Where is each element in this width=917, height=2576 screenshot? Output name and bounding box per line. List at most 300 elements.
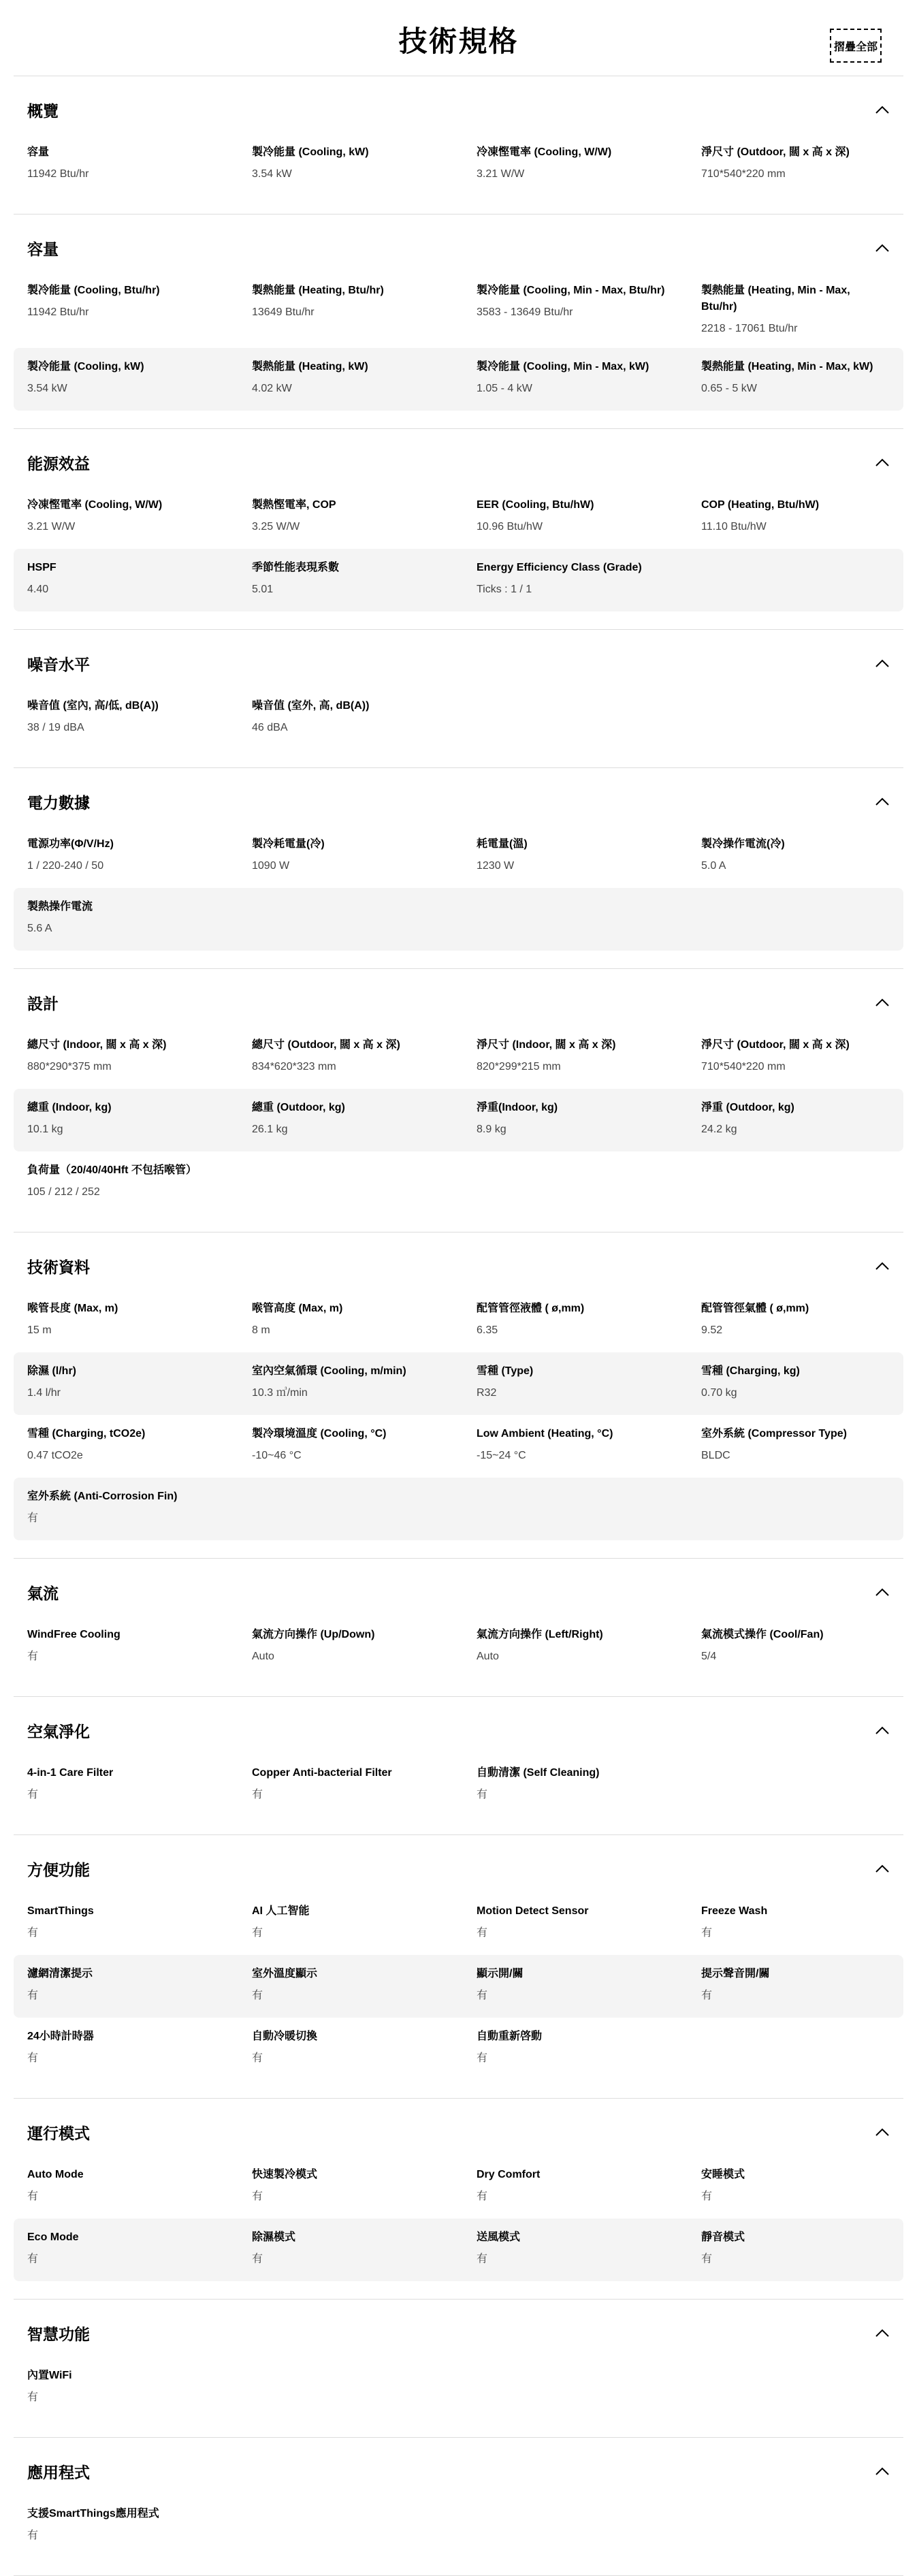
spec-sections <box>0 76 917 2576</box>
section-header[interactable] <box>14 1697 903 1754</box>
spec-value: 有 <box>701 2191 713 2202</box>
spec-value: 710*540*220 mm <box>701 168 786 180</box>
spec-label: 總重 (Outdoor, kg) <box>252 1102 345 1113</box>
spec-value: 8 m <box>252 1324 270 1336</box>
spec-item <box>701 2167 890 2208</box>
spec-label: 24小時計時器 <box>27 2031 94 2042</box>
spec-row <box>14 687 903 750</box>
spec-item <box>27 1100 252 1141</box>
spec-label: WindFree Cooling <box>27 1629 120 1640</box>
spec-value: 8.9 kg <box>477 1124 506 1135</box>
spec-value: 有 <box>477 2052 488 2064</box>
spec-label: 4-in-1 Care Filter <box>27 1767 114 1779</box>
spec-row <box>14 825 903 888</box>
spec-value: 有 <box>27 1990 39 2001</box>
spec-item <box>27 1765 252 1806</box>
spec-row <box>14 133 903 196</box>
spec-label: 顯示開/關 <box>477 1968 524 1979</box>
spec-value: 有 <box>252 1990 263 2001</box>
spec-value: 1230 W <box>477 860 515 872</box>
spec-item <box>27 283 252 337</box>
spec-value: 11942 Btu/hr <box>27 168 89 180</box>
spec-label: 自動清潔 (Self Cleaning) <box>477 1767 600 1779</box>
spec-value: 有 <box>27 2052 39 2064</box>
spec-value: 3583 - 13649 Btu/hr <box>477 306 573 318</box>
spec-label: 除濕模式 <box>252 2231 296 2243</box>
spec-item <box>27 836 252 877</box>
spec-label: 自動冷暖切換 <box>252 2031 318 2042</box>
spec-value: 13649 Btu/hr <box>252 306 315 318</box>
spec-value: 0.47 tCO2e <box>27 1450 83 1461</box>
chevron-up-icon[interactable] <box>875 105 890 114</box>
chevron-up-icon[interactable] <box>875 2127 890 2137</box>
spec-item <box>252 698 477 739</box>
spec-item <box>27 1301 252 1341</box>
spec-item <box>252 1100 477 1141</box>
spec-item <box>477 1765 701 1806</box>
spec-item <box>27 2506 252 2547</box>
spec-value: 有 <box>701 2253 713 2265</box>
spec-value: 有 <box>477 2253 488 2265</box>
spec-row <box>14 2357 903 2419</box>
spec-section <box>14 630 903 768</box>
spec-value: 3.25 W/W <box>252 521 300 532</box>
spec-label: 支援SmartThings應用程式 <box>27 2508 159 2519</box>
spec-label: 季節性能表現系數 <box>252 562 340 573</box>
spec-label: Dry Comfort <box>477 2169 541 2180</box>
spec-label: 室外系統 (Compressor Type) <box>701 1428 847 1440</box>
chevron-up-icon[interactable] <box>875 658 890 668</box>
spec-value: 11.10 Btu/hW <box>701 521 767 532</box>
spec-label: 電源功率(Φ/V/Hz) <box>27 838 114 850</box>
spec-label: 製冷耗電量(冷) <box>252 838 325 850</box>
spec-label: 喉管長度 (Max, m) <box>27 1303 118 1314</box>
spec-item <box>27 2368 252 2408</box>
spec-label: 淨尺寸 (Outdoor, 闊 x 高 x 深) <box>701 1039 850 1051</box>
spec-value: 5/4 <box>701 1651 717 1662</box>
section-header[interactable] <box>14 969 903 1026</box>
spec-section <box>14 429 903 630</box>
spec-section <box>14 1233 903 1559</box>
section-title: 空氣淨化 <box>27 1722 90 1740</box>
section-header[interactable] <box>14 214 903 272</box>
spec-row <box>14 272 903 348</box>
spec-section <box>14 76 903 214</box>
spec-label: 製冷能量 (Cooling, Btu/hr) <box>27 285 160 296</box>
spec-value: 6.35 <box>477 1324 498 1336</box>
collapse-all-button[interactable]: 摺疊全部 <box>830 29 882 63</box>
spec-label: 製冷能量 (Cooling, Min - Max, Btu/hr) <box>477 285 665 296</box>
spec-section <box>14 768 903 969</box>
section-title: 噪音水平 <box>27 655 90 673</box>
spec-label: 喉管高度 (Max, m) <box>252 1303 343 1314</box>
spec-label: 快速製冷模式 <box>252 2169 318 2180</box>
spec-label: 室外系統 (Anti-Corrosion Fin) <box>27 1491 178 1502</box>
spec-value: 3.21 W/W <box>27 521 76 532</box>
spec-item <box>477 1426 701 1467</box>
spec-row <box>14 1955 903 2018</box>
spec-label: Motion Detect Sensor <box>477 1905 589 1917</box>
spec-value: 有 <box>252 2191 263 2202</box>
spec-label: 自動重新啓動 <box>477 2031 543 2042</box>
spec-item <box>27 2029 252 2069</box>
spec-label: 濾網清潔提示 <box>27 1968 93 1979</box>
spec-value: 3.54 kW <box>27 383 67 394</box>
spec-item <box>477 1363 701 1404</box>
spec-item <box>27 899 252 940</box>
spec-row <box>14 549 903 611</box>
spec-value: 5.6 A <box>27 923 52 934</box>
spec-label: 總重 (Indoor, kg) <box>27 1102 112 1113</box>
spec-label: Eco Mode <box>27 2231 79 2243</box>
spec-value: 11942 Btu/hr <box>27 306 89 318</box>
spec-value: 0.65 - 5 kW <box>701 383 757 394</box>
spec-label: COP (Heating, Btu/hW) <box>701 499 820 511</box>
spec-item <box>477 1627 701 1668</box>
spec-label: 內置WiFi <box>27 2370 72 2381</box>
spec-value: 0.70 kg <box>701 1387 737 1399</box>
spec-item <box>27 560 252 601</box>
spec-section <box>14 969 903 1233</box>
spec-item <box>252 1301 477 1341</box>
spec-item <box>701 1363 890 1404</box>
spec-value: 46 dBA <box>252 722 288 733</box>
section-title: 氣流 <box>27 1584 59 1602</box>
spec-label: 氣流模式操作 (Cool/Fan) <box>701 1629 824 1640</box>
chevron-up-icon[interactable] <box>875 2466 890 2476</box>
spec-value: 有 <box>27 2530 39 2541</box>
spec-item <box>252 359 477 400</box>
spec-item <box>27 1903 252 1944</box>
spec-value: -15~24 °C <box>477 1450 526 1461</box>
spec-item <box>252 2229 477 2270</box>
spec-value: 有 <box>701 1927 713 1939</box>
spec-item <box>477 2029 701 2069</box>
section-title: 電力數據 <box>27 793 90 812</box>
spec-value: 有 <box>477 1990 488 2001</box>
section-title: 容量 <box>27 240 59 258</box>
spec-value: 1.4 l/hr <box>27 1387 61 1399</box>
spec-value: 有 <box>27 2191 39 2202</box>
spec-row <box>14 1290 903 1352</box>
spec-value: 有 <box>27 1789 39 1800</box>
spec-label: 除濕 (l/hr) <box>27 1365 76 1377</box>
spec-item <box>27 359 252 400</box>
spec-value: 有 <box>27 2391 39 2403</box>
chevron-up-icon[interactable] <box>875 458 890 467</box>
spec-value: 有 <box>27 1927 39 1939</box>
section-title: 運行模式 <box>27 2124 90 2142</box>
spec-label: 總尺寸 (Outdoor, 闊 x 高 x 深) <box>252 1039 400 1051</box>
spec-value: 1.05 - 4 kW <box>477 383 532 394</box>
spec-label: 製冷能量 (Cooling, kW) <box>27 361 144 372</box>
spec-item <box>477 2229 701 2270</box>
spec-item <box>252 2167 477 2208</box>
section-header[interactable] <box>14 429 903 486</box>
spec-item <box>701 1966 890 2007</box>
spec-label: 氣流方向操作 (Up/Down) <box>252 1629 375 1640</box>
spec-label: SmartThings <box>27 1905 94 1917</box>
spec-item <box>252 1627 477 1668</box>
spec-item <box>252 560 477 601</box>
spec-value: 1090 W <box>252 860 290 872</box>
spec-label: 製熱操作電流 <box>27 901 93 912</box>
spec-item <box>252 1037 477 1078</box>
spec-value: -10~46 °C <box>252 1450 302 1461</box>
spec-item <box>701 283 890 337</box>
spec-row <box>14 1026 903 1089</box>
spec-row <box>14 2219 903 2281</box>
spec-label: HSPF <box>27 562 57 573</box>
spec-section <box>14 1559 903 1697</box>
spec-label: 淨尺寸 (Outdoor, 闊 x 高 x 深) <box>701 146 850 158</box>
spec-item <box>701 497 890 538</box>
spec-row <box>14 1151 903 1214</box>
spec-section <box>14 2300 903 2438</box>
spec-value: 24.2 kg <box>701 1124 737 1135</box>
spec-value: 有 <box>252 2052 263 2064</box>
spec-label: 雪種 (Type) <box>477 1365 534 1377</box>
spec-item <box>27 698 252 739</box>
spec-label: 淨重(Indoor, kg) <box>477 1102 558 1113</box>
spec-item <box>27 1426 252 1467</box>
spec-item <box>252 1966 477 2007</box>
spec-value: 5.0 A <box>701 860 726 872</box>
page-header <box>14 0 903 76</box>
spec-label: 負荷量（20/40/40Hft 不包括喉管） <box>27 1164 197 1176</box>
spec-row <box>14 1089 903 1151</box>
spec-label: 製熱能量 (Heating, kW) <box>252 361 368 372</box>
spec-value: 10.96 Btu/hW <box>477 521 543 532</box>
spec-item <box>477 144 701 185</box>
spec-value: 880*290*375 mm <box>27 1061 112 1072</box>
spec-section <box>14 1835 903 2099</box>
spec-item <box>27 1162 252 1203</box>
spec-value: 有 <box>477 1927 488 1939</box>
spec-label: 耗電量(溫) <box>477 838 528 850</box>
spec-row <box>14 1892 903 1955</box>
spec-label: 製熱慳電率, COP <box>252 499 336 511</box>
section-header[interactable] <box>14 2438 903 2495</box>
spec-value: Auto <box>252 1651 274 1662</box>
spec-value: 有 <box>27 1651 39 1662</box>
chevron-up-icon[interactable] <box>875 2328 890 2338</box>
spec-label: 提示聲音開/關 <box>701 1968 770 1979</box>
spec-label: 室內空氣循環 (Cooling, m/min) <box>252 1365 406 1377</box>
spec-value: 3.21 W/W <box>477 168 525 180</box>
section-header[interactable] <box>14 2300 903 2357</box>
spec-value: 4.40 <box>27 584 49 595</box>
spec-item <box>27 1489 252 1529</box>
spec-item <box>252 283 477 337</box>
section-title: 方便功能 <box>27 1860 90 1879</box>
chevron-up-icon[interactable] <box>875 1864 890 1873</box>
spec-label: 製熱能量 (Heating, Min - Max, Btu/hr) <box>701 285 850 313</box>
section-header[interactable] <box>14 2099 903 2156</box>
spec-label: 容量 <box>27 146 50 158</box>
spec-item <box>252 836 477 877</box>
spec-item <box>701 1301 890 1341</box>
spec-label: EER (Cooling, Btu/hW) <box>477 499 594 511</box>
spec-label: 製冷環境溫度 (Cooling, °C) <box>252 1428 387 1440</box>
spec-value: 105 / 212 / 252 <box>27 1186 100 1198</box>
spec-value: Auto <box>477 1651 499 1662</box>
spec-label: 雪種 (Charging, kg) <box>701 1365 800 1377</box>
spec-row <box>14 486 903 549</box>
spec-row <box>14 348 903 411</box>
spec-section <box>14 2438 903 2576</box>
spec-label: Copper Anti-bacterial Filter <box>252 1767 392 1779</box>
spec-value: 4.02 kW <box>252 383 292 394</box>
spec-value: 10.3 ㎥/min <box>252 1387 308 1399</box>
spec-value: Ticks : 1 / 1 <box>477 584 532 595</box>
spec-value: 有 <box>477 2191 488 2202</box>
spec-item <box>477 2167 701 2208</box>
chevron-up-icon[interactable] <box>875 1261 890 1271</box>
spec-item <box>701 2229 890 2270</box>
spec-label: 製冷能量 (Cooling, Min - Max, kW) <box>477 361 649 372</box>
spec-label: 室外溫度顯示 <box>252 1968 318 1979</box>
spec-label: 雪種 (Charging, tCO2e) <box>27 1428 146 1440</box>
spec-label: 總尺寸 (Indoor, 闊 x 高 x 深) <box>27 1039 167 1051</box>
spec-item <box>27 2229 252 2270</box>
spec-row <box>14 2495 903 2558</box>
spec-item <box>477 560 701 601</box>
spec-label: 噪音值 (室外, 高, dB(A)) <box>252 700 370 712</box>
spec-row <box>14 888 903 951</box>
spec-item <box>701 1100 890 1141</box>
spec-label: Freeze Wash <box>701 1905 768 1917</box>
spec-item <box>477 1100 701 1141</box>
spec-item <box>252 497 477 538</box>
spec-item <box>701 836 890 877</box>
spec-item <box>477 1301 701 1341</box>
spec-value: 710*540*220 mm <box>701 1061 786 1072</box>
spec-value: 有 <box>27 1512 39 1524</box>
spec-label: 冷凍慳電率 (Cooling, W/W) <box>477 146 612 158</box>
spec-item <box>701 144 890 185</box>
spec-value: 820*299*215 mm <box>477 1061 561 1072</box>
spec-item <box>701 359 890 400</box>
spec-value: 3.54 kW <box>252 168 292 180</box>
spec-value: 38 / 19 dBA <box>27 722 84 733</box>
spec-item <box>252 144 477 185</box>
spec-item <box>252 1903 477 1944</box>
spec-row <box>14 1754 903 1817</box>
section-title: 技術資料 <box>27 1258 90 1276</box>
spec-item <box>701 1426 890 1467</box>
spec-section <box>14 214 903 429</box>
spec-value: 26.1 kg <box>252 1124 288 1135</box>
section-header[interactable] <box>14 1233 903 1290</box>
chevron-up-icon[interactable] <box>875 797 890 806</box>
spec-label: 冷凍慳電率 (Cooling, W/W) <box>27 499 163 511</box>
spec-item <box>27 1627 252 1668</box>
spec-label: 氣流方向操作 (Left/Right) <box>477 1629 603 1640</box>
spec-value: BLDC <box>701 1450 730 1461</box>
spec-item <box>27 1966 252 2007</box>
spec-section <box>14 1697 903 1835</box>
spec-label: 淨重 (Outdoor, kg) <box>701 1102 794 1113</box>
section-title: 概覽 <box>27 101 59 120</box>
spec-item <box>27 1363 252 1404</box>
spec-row <box>14 1478 903 1540</box>
spec-value: 15 m <box>27 1324 52 1336</box>
spec-section <box>14 2099 903 2300</box>
page-title: 技術規格 <box>398 25 519 57</box>
spec-value: 5.01 <box>252 584 274 595</box>
chevron-up-icon[interactable] <box>875 1587 890 1597</box>
spec-item <box>701 1037 890 1078</box>
spec-value: 10.1 kg <box>27 1124 63 1135</box>
spec-item <box>477 497 701 538</box>
section-header[interactable] <box>14 1559 903 1616</box>
spec-item <box>27 2167 252 2208</box>
spec-value: 有 <box>252 1927 263 1939</box>
spec-value: 有 <box>252 1789 263 1800</box>
spec-item <box>701 1627 890 1668</box>
section-header[interactable] <box>14 76 903 133</box>
spec-row <box>14 2156 903 2219</box>
spec-label: 配管管徑液體 ( ø,mm) <box>477 1303 585 1314</box>
section-title: 智慧功能 <box>27 2325 90 2343</box>
spec-item <box>701 1903 890 1944</box>
section-title: 應用程式 <box>27 2463 90 2481</box>
spec-label: 送風模式 <box>477 2231 521 2243</box>
section-header[interactable] <box>14 630 903 687</box>
spec-item <box>477 359 701 400</box>
spec-row <box>14 2018 903 2080</box>
spec-value: 2218 - 17061 Btu/hr <box>701 323 798 334</box>
spec-value: 有 <box>477 1789 488 1800</box>
spec-item <box>477 1966 701 2007</box>
spec-label: Auto Mode <box>27 2169 84 2180</box>
spec-item <box>477 836 701 877</box>
spec-item <box>252 1765 477 1806</box>
spec-item <box>27 497 252 538</box>
spec-item <box>477 283 701 337</box>
spec-value: 有 <box>252 2253 263 2265</box>
spec-label: 噪音值 (室內, 高/低, dB(A)) <box>27 700 159 712</box>
spec-row <box>14 1415 903 1478</box>
spec-item <box>27 144 252 185</box>
section-header[interactable] <box>14 768 903 825</box>
spec-item <box>27 1037 252 1078</box>
section-title: 設計 <box>27 994 59 1013</box>
spec-value: R32 <box>477 1387 497 1399</box>
spec-value: 834*620*323 mm <box>252 1061 336 1072</box>
chevron-up-icon[interactable] <box>875 998 890 1007</box>
chevron-up-icon[interactable] <box>875 243 890 253</box>
section-header[interactable] <box>14 1835 903 1892</box>
spec-item <box>477 1037 701 1078</box>
spec-row <box>14 1616 903 1679</box>
spec-row <box>14 1352 903 1415</box>
spec-label: 配管管徑氣體 ( ø,mm) <box>701 1303 809 1314</box>
chevron-up-icon[interactable] <box>875 1726 890 1735</box>
spec-label: 製熱能量 (Heating, Btu/hr) <box>252 285 384 296</box>
section-title: 能源效益 <box>27 454 90 473</box>
spec-label: 安睡模式 <box>701 2169 745 2180</box>
spec-item <box>252 1363 477 1404</box>
spec-label: 製冷操作電流(冷) <box>701 838 785 850</box>
spec-label: AI 人工智能 <box>252 1905 310 1917</box>
spec-item <box>252 1426 477 1467</box>
spec-value: 9.52 <box>701 1324 723 1336</box>
spec-label: 靜音模式 <box>701 2231 745 2243</box>
spec-label: 製冷能量 (Cooling, kW) <box>252 146 369 158</box>
spec-item <box>477 1903 701 1944</box>
